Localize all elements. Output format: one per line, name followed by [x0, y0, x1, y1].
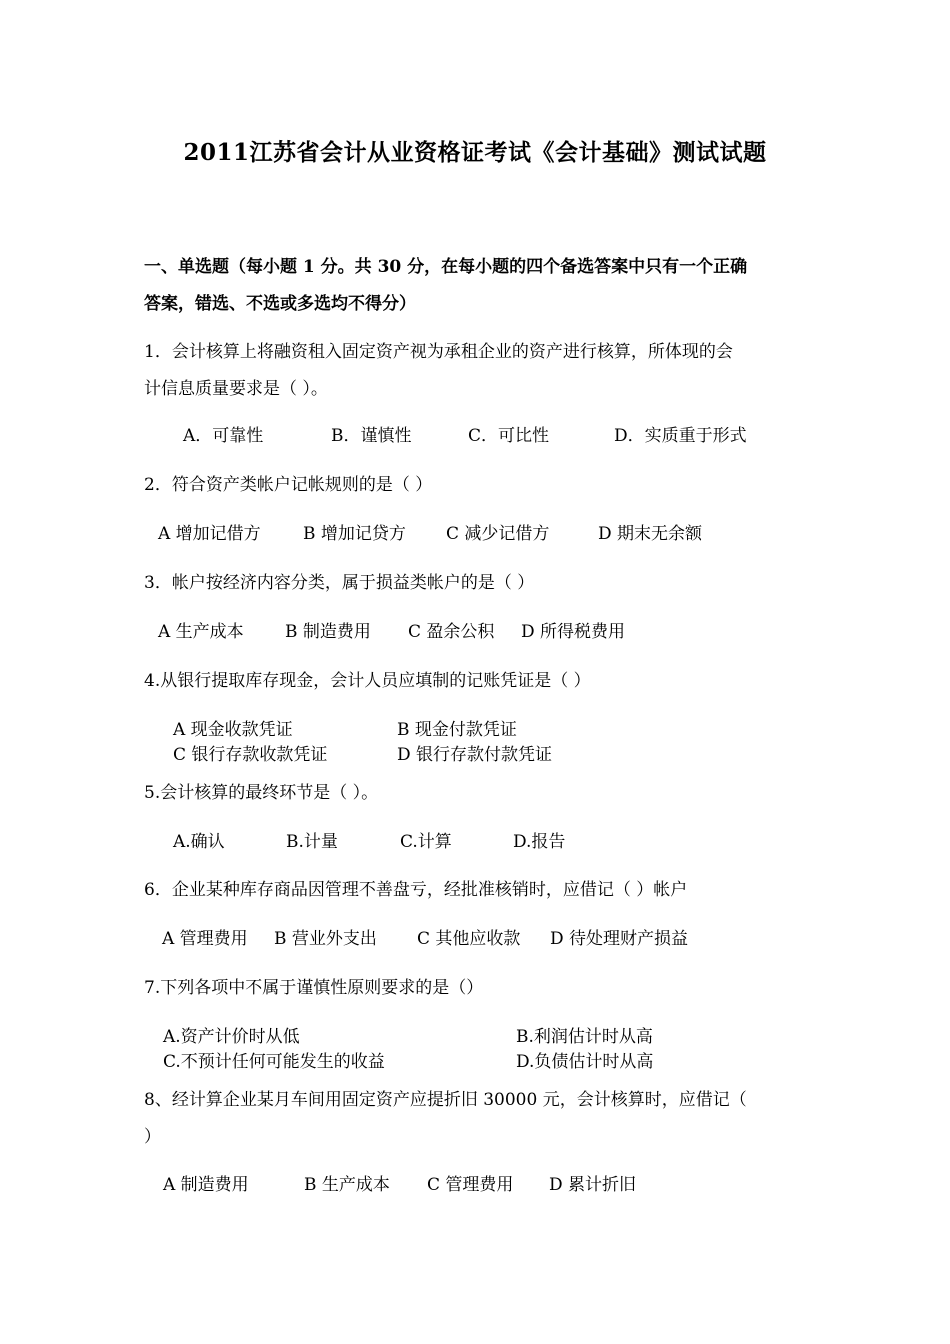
question-6-option-a: A 管理费用 — [162, 929, 248, 949]
question-1-option-b: B．谨慎性 — [331, 426, 412, 446]
question-5-option-c: C.计算 — [400, 832, 452, 852]
section-header-line-2: 答案，错选、不选或多选均不得分） — [144, 294, 416, 314]
question-1-stem-line-1: 1．会计核算上将融资租入固定资产视为承租企业的资产进行核算，所体现的会 — [144, 342, 733, 362]
question-8-option-c: C 管理费用 — [427, 1175, 514, 1195]
question-6-option-d: D 待处理财产损益 — [550, 929, 689, 949]
question-1-option-a: A．可靠性 — [183, 426, 264, 446]
question-2-option-c: C 减少记借方 — [446, 524, 550, 544]
question-5-option-a: A.确认 — [173, 832, 225, 852]
question-1-option-c: C．可比性 — [468, 426, 550, 446]
question-1-option-d: D．实质重于形式 — [614, 426, 747, 446]
question-3-stem: 3．帐户按经济内容分类，属于损益类帐户的是（ ） — [144, 573, 535, 593]
question-3-option-b: B 制造费用 — [285, 622, 371, 642]
question-6-option-b: B 营业外支出 — [274, 929, 377, 949]
question-7-stem: 7.下列各项中不属于谨慎性原则要求的是（） — [144, 978, 484, 998]
question-1-stem-line-2: 计信息质量要求是（ ）。 — [144, 379, 328, 399]
question-8-option-a: A 制造费用 — [163, 1175, 249, 1195]
question-5-option-b: B.计量 — [286, 832, 338, 852]
question-8-stem-line-1: 8、经计算企业某月车间用固定资产应提折旧 30000 元，会计核算时，应借记（ — [144, 1090, 747, 1110]
question-7-option-c: C.不预计任何可能发生的收益 — [163, 1052, 385, 1072]
question-3-option-d: D 所得税费用 — [521, 622, 626, 642]
question-4-option-b: B 现金付款凭证 — [397, 720, 517, 740]
question-7-option-d: D.负债估计时从高 — [516, 1052, 654, 1072]
question-4-stem: 4.从银行提取库存现金，会计人员应填制的记账凭证是（ ） — [144, 671, 591, 691]
question-6-option-c: C 其他应收款 — [417, 929, 521, 949]
section-header-line-1: 一、单选题（每小题 1 分。共 30 分，在每小题的四个备选答案中只有一个正确 — [144, 257, 748, 277]
question-4-option-a: A 现金收款凭证 — [173, 720, 293, 740]
question-5-stem: 5.会计核算的最终环节是（ ）。 — [144, 783, 379, 803]
question-2-option-b: B 增加记贷方 — [303, 524, 406, 544]
question-4-option-c: C 银行存款收款凭证 — [173, 745, 328, 765]
document-title: 2011江苏省会计从业资格证考试《会计基础》测试试题 — [183, 139, 767, 166]
question-5-option-d: D.报告 — [513, 832, 566, 852]
question-6-stem: 6．企业某种库存商品因管理不善盘亏，经批准核销时，应借记（ ）帐户 — [144, 880, 688, 900]
question-3-option-a: A 生产成本 — [158, 622, 244, 642]
question-8-option-b: B 生产成本 — [304, 1175, 390, 1195]
question-2-stem: 2．符合资产类帐户记帐规则的是（ ） — [144, 475, 433, 495]
question-8-stem-line-2: ） — [144, 1127, 161, 1147]
question-8-option-d: D 累计折旧 — [549, 1175, 637, 1195]
question-7-option-a: A.资产计价时从低 — [163, 1027, 300, 1047]
question-2-option-d: D 期末无余额 — [598, 524, 703, 544]
question-4-option-d: D 银行存款付款凭证 — [397, 745, 553, 765]
question-2-option-a: A 增加记借方 — [158, 524, 261, 544]
question-7-option-b: B.利润估计时从高 — [516, 1027, 653, 1047]
question-3-option-c: C 盈余公积 — [408, 622, 495, 642]
